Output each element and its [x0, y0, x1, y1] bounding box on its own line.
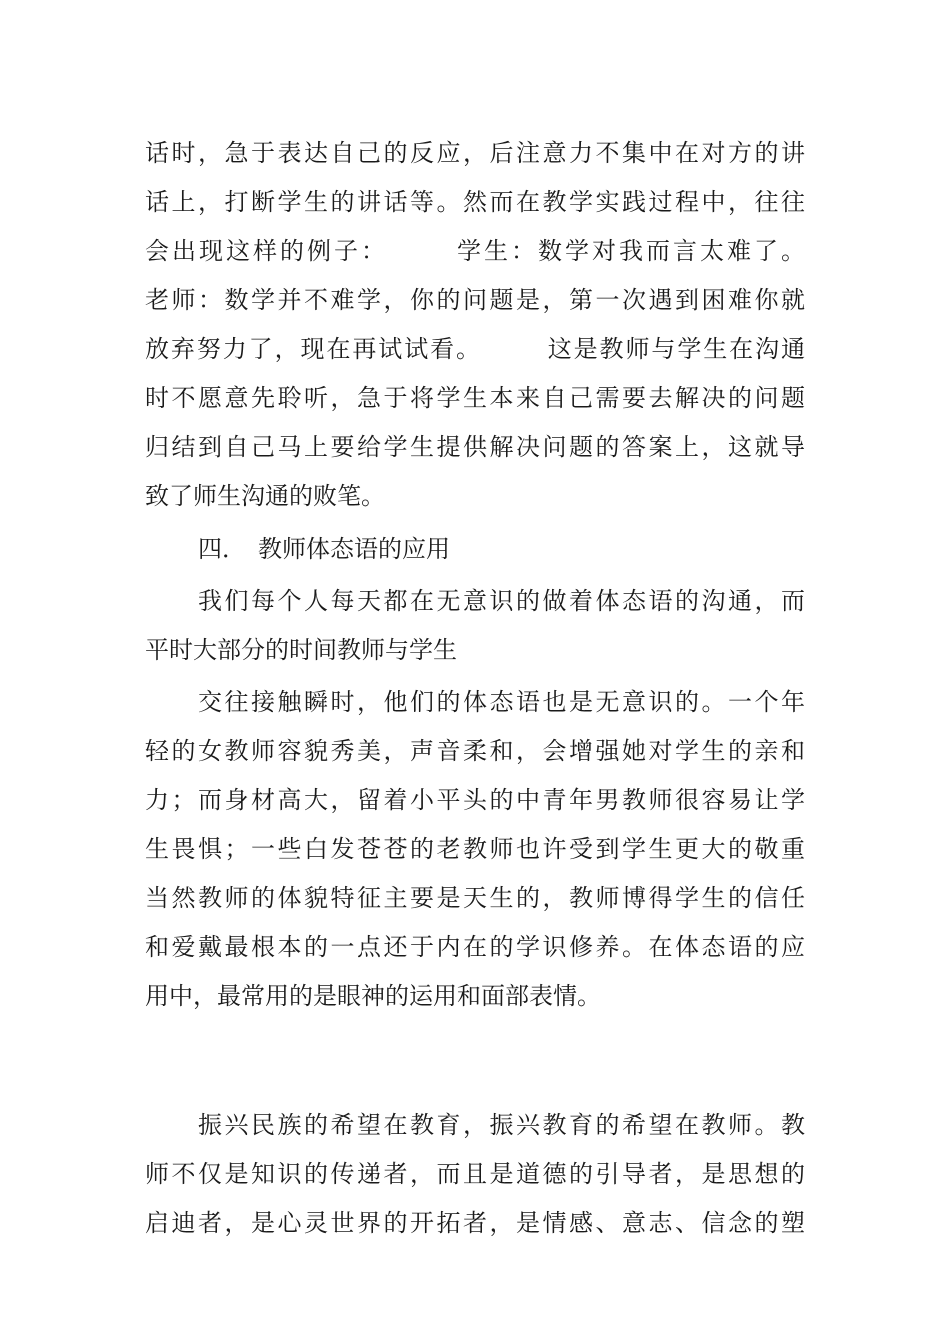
- paragraph-line-7: 归结到自己马上要给学生提供解决问题的答案上，这就导: [145, 433, 805, 461]
- paragraph-line-10: 平时大部分的时间教师与学生: [145, 636, 457, 664]
- paragraph-line-11: 交往接触瞬时，他们的体态语也是无意识的。一个年: [198, 688, 805, 716]
- section-heading: 四． 教师体态语的应用: [198, 535, 450, 563]
- paragraph-line-3: 会出现这样的例子： 学生：数学对我而言太难了。: [145, 237, 805, 265]
- paragraph-line-6: 时不愿意先聆听，急于将学生本来自己需要去解决的问题: [145, 384, 805, 412]
- paragraph-line-9: 我们每个人每天都在无意识的做着体态语的沟通，而: [198, 587, 805, 615]
- paragraph-line-18: 振兴民族的希望在教育，振兴教育的希望在教师。教: [198, 1111, 805, 1139]
- paragraph-line-14: 生畏惧；一些白发苍苍的老教师也许受到学生更大的敬重: [145, 835, 805, 863]
- paragraph-line-5: 放弃努力了，现在再试试看。 这是教师与学生在沟通: [145, 335, 805, 363]
- paragraph-line-17: 用中，最常用的是眼神的运用和面部表情。: [145, 982, 601, 1010]
- paragraph-line-1: 话时，急于表达自己的反应，后注意力不集中在对方的讲: [145, 139, 805, 167]
- paragraph-line-12: 轻的女教师容貌秀美，声音柔和，会增强她对学生的亲和: [145, 737, 805, 765]
- paragraph-line-15: 当然教师的体貌特征主要是天生的，教师博得学生的信任: [145, 884, 805, 912]
- paragraph-line-19: 师不仅是知识的传递者，而且是道德的引导者，是思想的: [145, 1160, 805, 1188]
- paragraph-line-20: 启迪者，是心灵世界的开拓者，是情感、意志、信念的塑: [145, 1209, 805, 1237]
- paragraph-line-2: 话上，打断学生的讲话等。然而在教学实践过程中，往往: [145, 188, 805, 216]
- paragraph-line-4: 老师：数学并不难学，你的问题是，第一次遇到困难你就: [145, 286, 805, 314]
- paragraph-line-16: 和爱戴最根本的一点还于内在的学识修养。在体态语的应: [145, 933, 805, 961]
- paragraph-line-8: 致了师生沟通的败笔。: [145, 482, 385, 510]
- paragraph-line-13: 力；而身材高大，留着小平头的中青年男教师很容易让学: [145, 786, 805, 814]
